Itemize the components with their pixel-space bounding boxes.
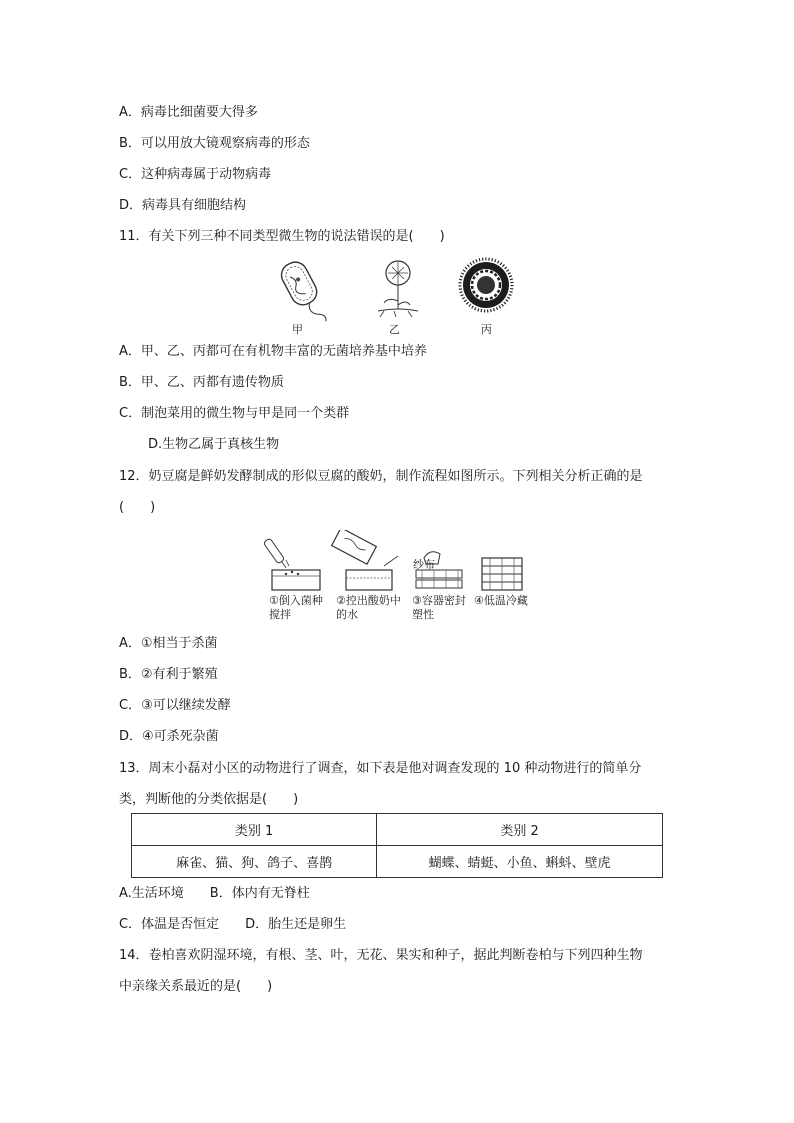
table-header-cell: 类别 2 (377, 814, 663, 846)
step-label-line: 搅拌 (269, 608, 291, 621)
caption-jia: 甲 (292, 323, 303, 336)
virus-illustration (460, 259, 512, 311)
question-12-stem: 12．奶豆腐是鲜奶发酵制成的形似豆腐的酸奶，制作流程如图所示。下列相关分析正确的是 (119, 469, 643, 484)
fermentation-process-figure (264, 530, 534, 598)
step-3-label (412, 594, 466, 622)
microbe-figure (270, 253, 540, 323)
gauze-label: 纱布 (413, 558, 435, 571)
option-b: B．甲、乙、丙都有遗传物质 (119, 375, 284, 390)
classification-table (131, 813, 663, 878)
step-1-label (269, 594, 323, 622)
step-4-label (474, 594, 528, 608)
table-header-cell: 类别 1 (132, 814, 377, 846)
option-a: A．①相当于杀菌 (119, 636, 218, 651)
option-b: B．可以用放大镜观察病毒的形态 (119, 136, 310, 151)
caption-bing: 丙 (481, 323, 492, 336)
question-13-stem: 13．周末小磊对小区的动物进行了调查，如下表是他对调查发现的 10 种动物进行的简单分 (119, 761, 642, 776)
question-13-stem-cont: 类，判断他的分类依据是( ) (119, 792, 299, 807)
step-label-line: 的水 (336, 608, 358, 621)
step-label-line: ③容器密封 (412, 594, 466, 607)
table-row (132, 846, 663, 878)
question-14-stem-cont: 中亲缘关系最近的是( ) (119, 979, 273, 994)
mold-illustration (378, 261, 418, 317)
option-b: B．②有利于繁殖 (119, 667, 218, 682)
option-d: D．④可杀死杂菌 (119, 729, 219, 744)
option-c: C．这种病毒属于动物病毒 (119, 167, 272, 182)
option-c: C．③可以继续发酵 (119, 698, 231, 713)
step-label-line: 塑性 (412, 608, 434, 621)
step-label-line: ②控出酸奶中 (336, 594, 401, 607)
question-12-stem-cont: ( ) (119, 500, 156, 515)
option-a: A．甲、乙、丙都可在有机物丰富的无菌培养基中培养 (119, 344, 427, 359)
caption-yi: 乙 (389, 323, 400, 336)
table-cell: 蝴蝶、蜻蜓、小鱼、蝌蚪、壁虎 (377, 846, 663, 878)
question-11-stem: 11．有关下列三种不同类型微生物的说法错误的是( ) (119, 229, 445, 244)
cold-storage-illustration (482, 558, 522, 590)
option-d: D.生物乙属于真核生物 (148, 437, 280, 452)
options-ab: A.生活环境 B．体内有无脊柱 (119, 886, 310, 901)
step-2-label (336, 594, 401, 622)
step-label-line: ④低温冷藏 (474, 594, 528, 607)
option-d: D．病毒具有细胞结构 (119, 198, 247, 213)
question-14-stem: 14．卷柏喜欢阴湿环境，有根、茎、叶，无花、果实和种子，据此判断卷柏与下列四种生物 (119, 948, 643, 963)
option-a: A．病毒比细菌要大得多 (119, 105, 258, 120)
bacterium-illustration (277, 258, 332, 323)
drain-whey-illustration (332, 530, 398, 590)
table-header-row (132, 814, 663, 846)
option-c: C．制泡菜用的微生物与甲是同一个类群 (119, 406, 350, 421)
step-label-line: ①倒入菌种 (269, 594, 323, 607)
pour-culture-illustration (264, 538, 320, 590)
options-cd: C．体温是否恒定 D．胎生还是卵生 (119, 917, 347, 932)
table-cell: 麻雀、猫、狗、鸽子、喜鹊 (132, 846, 377, 878)
